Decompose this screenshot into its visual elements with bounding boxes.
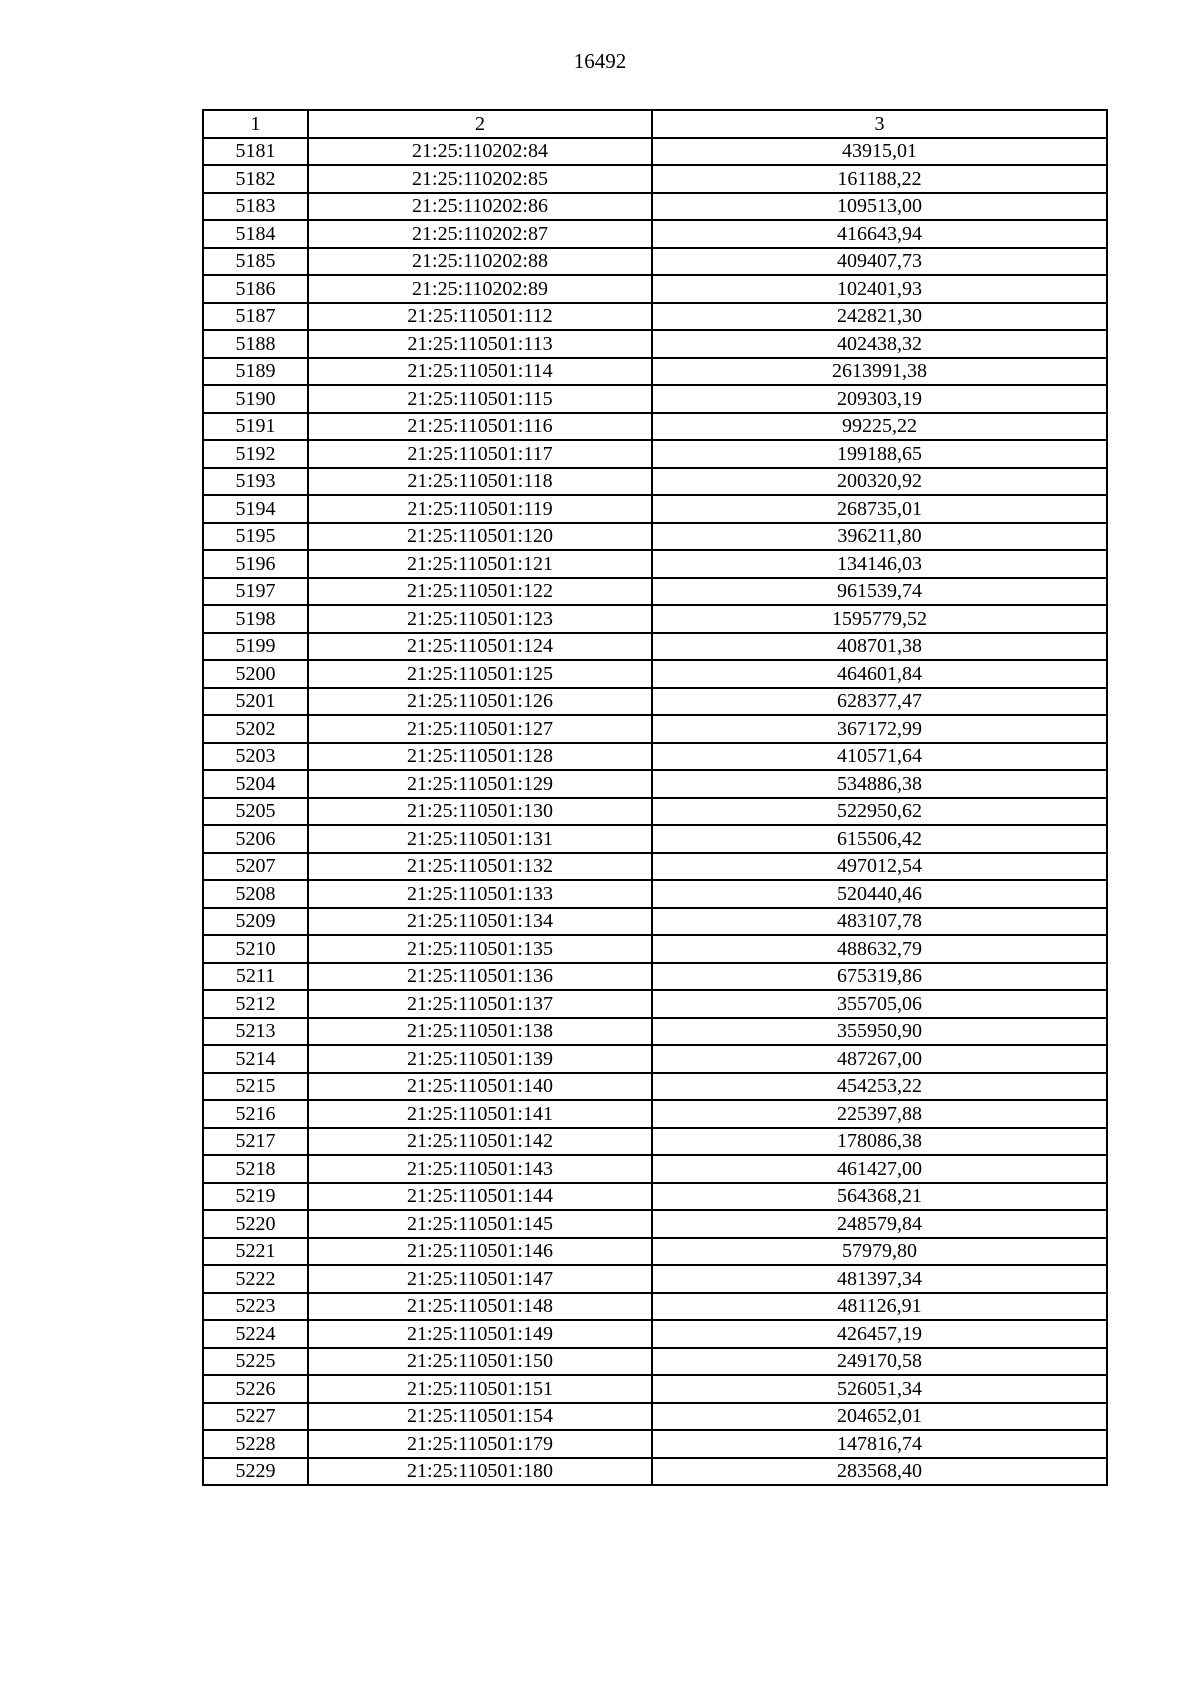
table-row (203, 1210, 1107, 1238)
row-number-cell: 5208 (203, 880, 308, 908)
row-number-cell: 5182 (203, 165, 308, 193)
value-cell: 43915,01 (652, 138, 1107, 166)
table-row (203, 908, 1107, 936)
value-cell: 355705,06 (652, 990, 1107, 1018)
cadastral-number-cell: 21:25:110501:147 (308, 1265, 652, 1293)
row-number-cell: 5226 (203, 1375, 308, 1403)
cadastral-number-cell: 21:25:110202:86 (308, 193, 652, 221)
cadastral-number-cell: 21:25:110501:138 (308, 1018, 652, 1046)
value-cell: 396211,80 (652, 523, 1107, 551)
table-row (203, 825, 1107, 853)
cadastral-number-cell: 21:25:110501:135 (308, 935, 652, 963)
value-cell: 178086,38 (652, 1128, 1107, 1156)
table-row (203, 605, 1107, 633)
value-cell: 520440,46 (652, 880, 1107, 908)
table-row (203, 138, 1107, 166)
row-number-cell: 5186 (203, 275, 308, 303)
row-number-cell: 5190 (203, 385, 308, 413)
value-cell: 109513,00 (652, 193, 1107, 221)
value-cell: 209303,19 (652, 385, 1107, 413)
table-row (203, 1100, 1107, 1128)
cadastral-number-cell: 21:25:110501:112 (308, 303, 652, 331)
row-number-cell: 5217 (203, 1128, 308, 1156)
table-row (203, 688, 1107, 716)
column-header-number: 1 (203, 110, 308, 138)
table-row (203, 1458, 1107, 1486)
value-cell: 1595779,52 (652, 605, 1107, 633)
table-row (203, 1183, 1107, 1211)
table-row (203, 220, 1107, 248)
cadastral-number-cell: 21:25:110501:148 (308, 1293, 652, 1321)
value-cell: 409407,73 (652, 248, 1107, 276)
cadastral-number-cell: 21:25:110501:179 (308, 1430, 652, 1458)
cadastral-number-cell: 21:25:110501:121 (308, 550, 652, 578)
cadastral-number-cell: 21:25:110202:88 (308, 248, 652, 276)
cadastral-number-cell: 21:25:110501:124 (308, 633, 652, 661)
row-number-cell: 5184 (203, 220, 308, 248)
table-row (203, 963, 1107, 991)
value-cell: 564368,21 (652, 1183, 1107, 1211)
value-cell: 204652,01 (652, 1403, 1107, 1431)
value-cell: 283568,40 (652, 1458, 1107, 1486)
row-number-cell: 5223 (203, 1293, 308, 1321)
table-row (203, 935, 1107, 963)
cadastral-number-cell: 21:25:110202:89 (308, 275, 652, 303)
table-row (203, 743, 1107, 771)
value-cell: 464601,84 (652, 660, 1107, 688)
table-row (203, 715, 1107, 743)
table-row (203, 1320, 1107, 1348)
table-row (203, 495, 1107, 523)
value-cell: 134146,03 (652, 550, 1107, 578)
value-cell: 488632,79 (652, 935, 1107, 963)
cadastral-number-cell: 21:25:110501:137 (308, 990, 652, 1018)
table-row (203, 880, 1107, 908)
cadastral-number-cell: 21:25:110501:132 (308, 853, 652, 881)
value-cell: 99225,22 (652, 413, 1107, 441)
row-number-cell: 5203 (203, 743, 308, 771)
value-cell: 628377,47 (652, 688, 1107, 716)
value-cell: 355950,90 (652, 1018, 1107, 1046)
cadastral-number-cell: 21:25:110501:151 (308, 1375, 652, 1403)
cadastral-number-cell: 21:25:110501:125 (308, 660, 652, 688)
row-number-cell: 5192 (203, 440, 308, 468)
value-cell: 526051,34 (652, 1375, 1107, 1403)
row-number-cell: 5221 (203, 1238, 308, 1266)
row-number-cell: 5211 (203, 963, 308, 991)
table-body (203, 138, 1107, 1486)
table-row (203, 165, 1107, 193)
row-number-cell: 5228 (203, 1430, 308, 1458)
row-number-cell: 5198 (203, 605, 308, 633)
cadastral-number-cell: 21:25:110501:150 (308, 1348, 652, 1376)
cadastral-number-cell: 21:25:110501:136 (308, 963, 652, 991)
table-row (203, 468, 1107, 496)
value-cell: 199188,65 (652, 440, 1107, 468)
row-number-cell: 5201 (203, 688, 308, 716)
cadastral-number-cell: 21:25:110501:146 (308, 1238, 652, 1266)
value-cell: 481397,34 (652, 1265, 1107, 1293)
table-row (203, 303, 1107, 331)
cadastral-number-cell: 21:25:110501:139 (308, 1045, 652, 1073)
cadastral-number-cell: 21:25:110501:115 (308, 385, 652, 413)
table-row (203, 798, 1107, 826)
table-row (203, 1293, 1107, 1321)
row-number-cell: 5204 (203, 770, 308, 798)
value-cell: 161188,22 (652, 165, 1107, 193)
row-number-cell: 5210 (203, 935, 308, 963)
table-row (203, 660, 1107, 688)
row-number-cell: 5225 (203, 1348, 308, 1376)
value-cell: 248579,84 (652, 1210, 1107, 1238)
value-cell: 426457,19 (652, 1320, 1107, 1348)
row-number-cell: 5213 (203, 1018, 308, 1046)
table-row (203, 275, 1107, 303)
table-row (203, 523, 1107, 551)
value-cell: 249170,58 (652, 1348, 1107, 1376)
table-row (203, 413, 1107, 441)
row-number-cell: 5197 (203, 578, 308, 606)
cadastral-number-cell: 21:25:110202:84 (308, 138, 652, 166)
table-row (203, 1128, 1107, 1156)
row-number-cell: 5183 (203, 193, 308, 221)
cadastral-number-cell: 21:25:110202:85 (308, 165, 652, 193)
row-number-cell: 5216 (203, 1100, 308, 1128)
table-row (203, 330, 1107, 358)
cadastral-number-cell: 21:25:110501:126 (308, 688, 652, 716)
row-number-cell: 5219 (203, 1183, 308, 1211)
cadastral-number-cell: 21:25:110501:149 (308, 1320, 652, 1348)
table-row (203, 578, 1107, 606)
row-number-cell: 5215 (203, 1073, 308, 1101)
cadastral-number-cell: 21:25:110501:129 (308, 770, 652, 798)
table-row (203, 440, 1107, 468)
cadastral-value-table (202, 109, 1108, 1486)
cadastral-number-cell: 21:25:110501:133 (308, 880, 652, 908)
row-number-cell: 5227 (203, 1403, 308, 1431)
column-header-cadastral-number: 2 (308, 110, 652, 138)
cadastral-number-cell: 21:25:110501:144 (308, 1183, 652, 1211)
column-header-value: 3 (652, 110, 1107, 138)
value-cell: 487267,00 (652, 1045, 1107, 1073)
table-row (203, 853, 1107, 881)
value-cell: 961539,74 (652, 578, 1107, 606)
row-number-cell: 5212 (203, 990, 308, 1018)
row-number-cell: 5207 (203, 853, 308, 881)
cadastral-number-cell: 21:25:110501:113 (308, 330, 652, 358)
cadastral-number-cell: 21:25:110501:120 (308, 523, 652, 551)
value-cell: 481126,91 (652, 1293, 1107, 1321)
row-number-cell: 5224 (203, 1320, 308, 1348)
value-cell: 225397,88 (652, 1100, 1107, 1128)
value-cell: 402438,32 (652, 330, 1107, 358)
row-number-cell: 5191 (203, 413, 308, 441)
row-number-cell: 5187 (203, 303, 308, 331)
value-cell: 483107,78 (652, 908, 1107, 936)
cadastral-number-cell: 21:25:110501:114 (308, 358, 652, 386)
table-row (203, 1375, 1107, 1403)
row-number-cell: 5199 (203, 633, 308, 661)
table-row (203, 1348, 1107, 1376)
table-row (203, 1045, 1107, 1073)
value-cell: 497012,54 (652, 853, 1107, 881)
value-cell: 102401,93 (652, 275, 1107, 303)
value-cell: 675319,86 (652, 963, 1107, 991)
cadastral-number-cell: 21:25:110501:131 (308, 825, 652, 853)
row-number-cell: 5196 (203, 550, 308, 578)
cadastral-number-cell: 21:25:110501:117 (308, 440, 652, 468)
table-row (203, 385, 1107, 413)
value-cell: 200320,92 (652, 468, 1107, 496)
row-number-cell: 5188 (203, 330, 308, 358)
row-number-cell: 5214 (203, 1045, 308, 1073)
cadastral-number-cell: 21:25:110501:118 (308, 468, 652, 496)
cadastral-number-cell: 21:25:110501:116 (308, 413, 652, 441)
row-number-cell: 5202 (203, 715, 308, 743)
table-row (203, 1430, 1107, 1458)
cadastral-number-cell: 21:25:110202:87 (308, 220, 652, 248)
row-number-cell: 5220 (203, 1210, 308, 1238)
cadastral-number-cell: 21:25:110501:140 (308, 1073, 652, 1101)
table-row (203, 633, 1107, 661)
value-cell: 367172,99 (652, 715, 1107, 743)
cadastral-number-cell: 21:25:110501:143 (308, 1155, 652, 1183)
table-row (203, 770, 1107, 798)
table-row (203, 1018, 1107, 1046)
table-row (203, 1265, 1107, 1293)
cadastral-number-cell: 21:25:110501:119 (308, 495, 652, 523)
cadastral-number-cell: 21:25:110501:127 (308, 715, 652, 743)
row-number-cell: 5194 (203, 495, 308, 523)
row-number-cell: 5189 (203, 358, 308, 386)
value-cell: 410571,64 (652, 743, 1107, 771)
table-header-row (203, 110, 1107, 138)
table-row (203, 358, 1107, 386)
cadastral-number-cell: 21:25:110501:141 (308, 1100, 652, 1128)
row-number-cell: 5181 (203, 138, 308, 166)
value-cell: 416643,94 (652, 220, 1107, 248)
value-cell: 268735,01 (652, 495, 1107, 523)
table-row (203, 1238, 1107, 1266)
table-row (203, 990, 1107, 1018)
row-number-cell: 5229 (203, 1458, 308, 1486)
cadastral-number-cell: 21:25:110501:145 (308, 1210, 652, 1238)
value-cell: 147816,74 (652, 1430, 1107, 1458)
value-cell: 615506,42 (652, 825, 1107, 853)
value-cell: 2613991,38 (652, 358, 1107, 386)
row-number-cell: 5193 (203, 468, 308, 496)
cadastral-number-cell: 21:25:110501:134 (308, 908, 652, 936)
value-cell: 461427,00 (652, 1155, 1107, 1183)
row-number-cell: 5185 (203, 248, 308, 276)
cadastral-number-cell: 21:25:110501:142 (308, 1128, 652, 1156)
table-row (203, 1155, 1107, 1183)
value-cell: 242821,30 (652, 303, 1107, 331)
table-row (203, 193, 1107, 221)
value-cell: 522950,62 (652, 798, 1107, 826)
value-cell: 57979,80 (652, 1238, 1107, 1266)
value-cell: 454253,22 (652, 1073, 1107, 1101)
table-row (203, 550, 1107, 578)
page-number: 16492 (573, 49, 627, 73)
row-number-cell: 5200 (203, 660, 308, 688)
row-number-cell: 5205 (203, 798, 308, 826)
row-number-cell: 5206 (203, 825, 308, 853)
value-cell: 534886,38 (652, 770, 1107, 798)
value-cell: 408701,38 (652, 633, 1107, 661)
row-number-cell: 5195 (203, 523, 308, 551)
table-row (203, 1403, 1107, 1431)
cadastral-number-cell: 21:25:110501:130 (308, 798, 652, 826)
row-number-cell: 5218 (203, 1155, 308, 1183)
cadastral-number-cell: 21:25:110501:154 (308, 1403, 652, 1431)
row-number-cell: 5222 (203, 1265, 308, 1293)
cadastral-number-cell: 21:25:110501:128 (308, 743, 652, 771)
table-row (203, 1073, 1107, 1101)
row-number-cell: 5209 (203, 908, 308, 936)
cadastral-number-cell: 21:25:110501:122 (308, 578, 652, 606)
table-row (203, 248, 1107, 276)
cadastral-number-cell: 21:25:110501:180 (308, 1458, 652, 1486)
cadastral-number-cell: 21:25:110501:123 (308, 605, 652, 633)
